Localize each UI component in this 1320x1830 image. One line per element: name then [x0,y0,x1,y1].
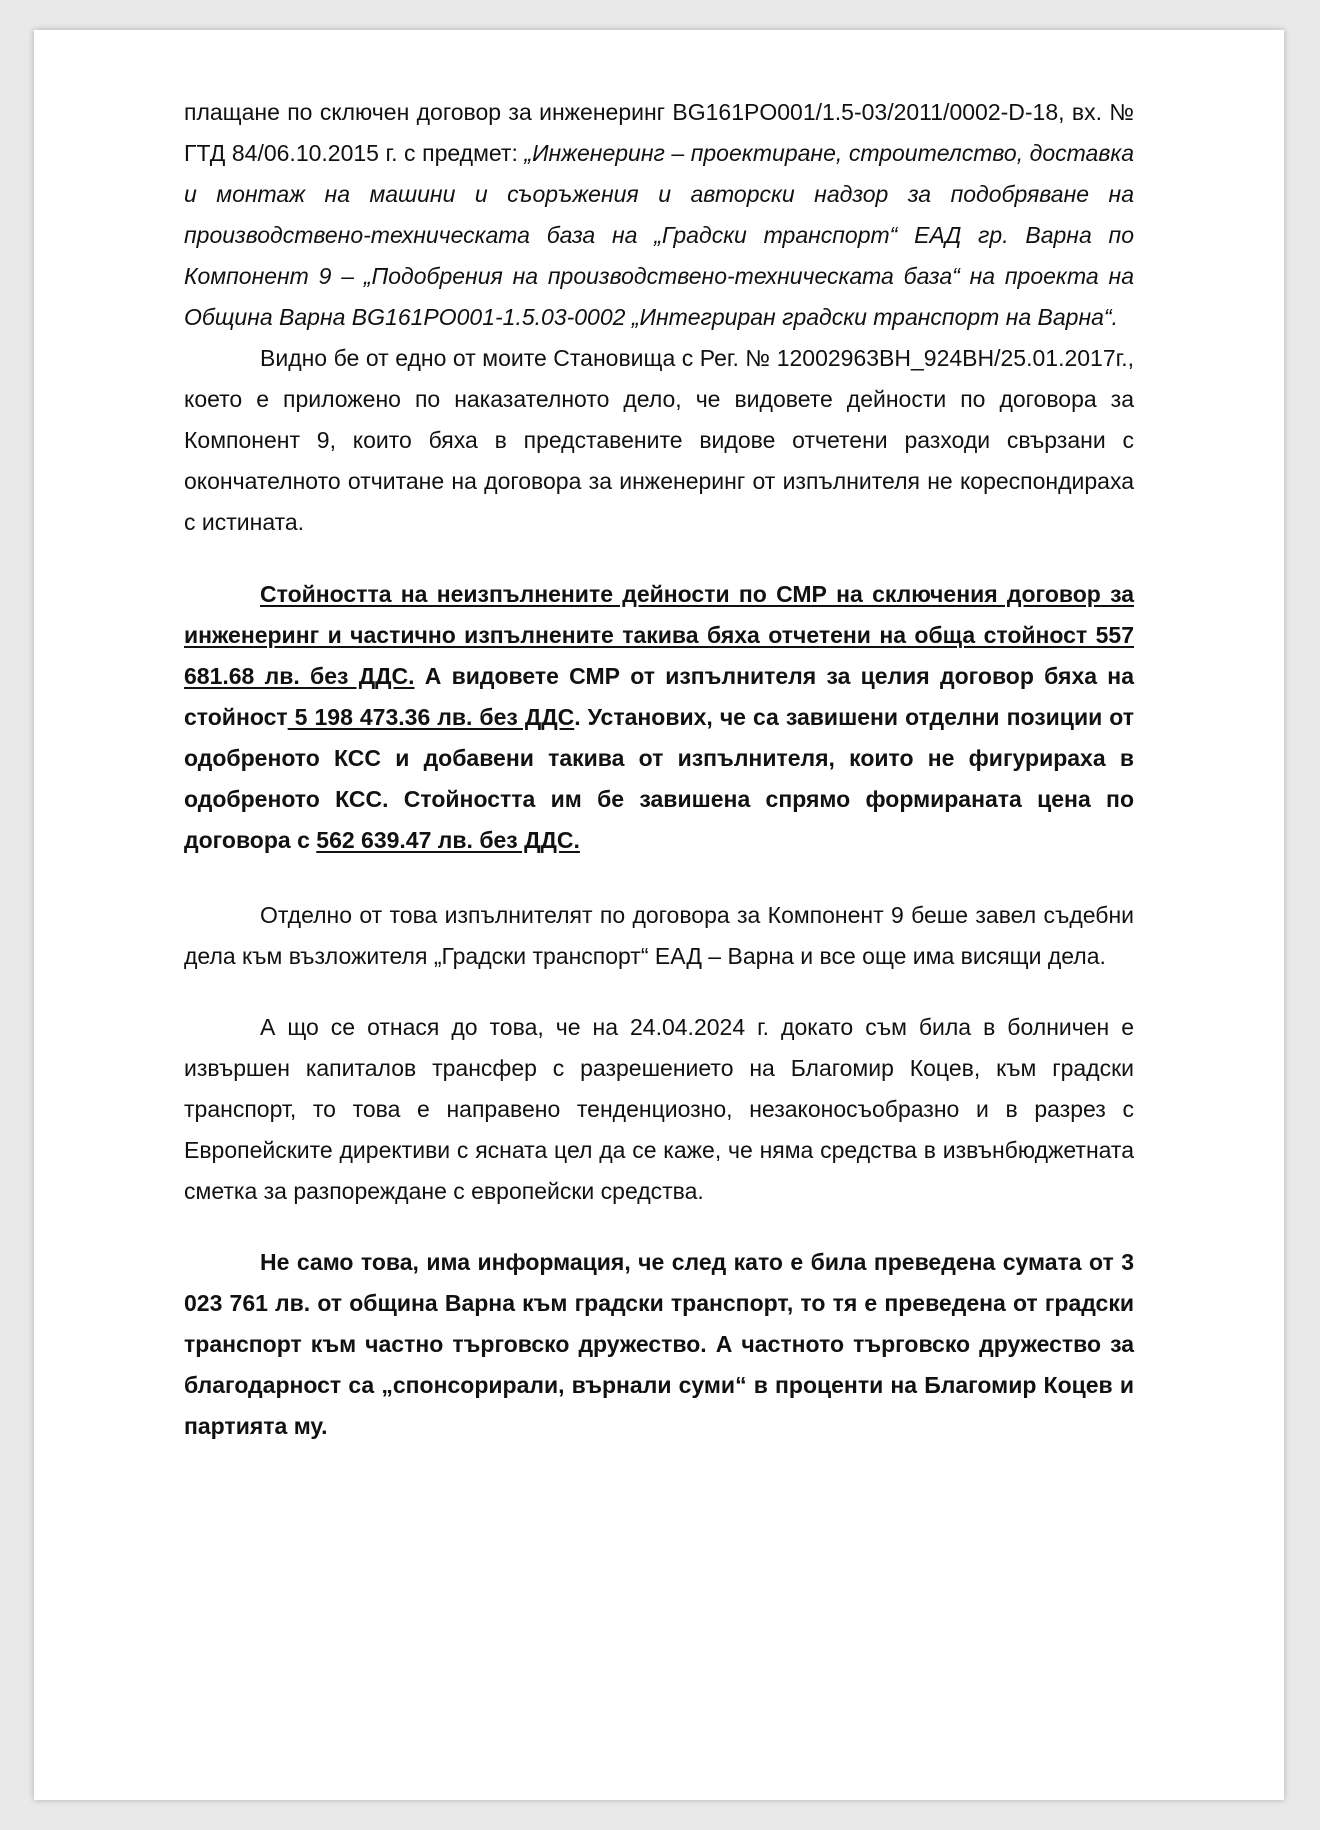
document-page [34,30,1284,1800]
paragraph-court-cases: Отделно от това изпълнителят по договора за Компонент 9 беше завел съдебни дела към възложителя „Градски транспорт“ ЕАД – Варна и все още има висящи дела. [184,902,1134,969]
inflated-value-underlined: 562 639.47 лв. без ДДС. [316,827,580,853]
paragraph-statement-reference: Видно бе от едно от моите Становища с Рег. № 12002963ВН_924ВН/25.01.2017г., което е приложено по наказателното дело, че видовете дейности по договора за Компонент 9, които бяха в представените видове отчетени разходи свързани с окончателното отчитане на договора за инженеринг от изпълнителя не кореспондираха с истината. [184,345,1134,535]
document-body [184,92,1134,1447]
cost-text-2: . Установих, че са завишени отделни позиции от одобреното КСС и добавени такива от изпълнителя, които не фигурираха в одобреното КСС. Стойността им бе завишена спрямо формираната цена по договора с [184,704,1134,853]
paragraph-capital-transfer: А що се отнася до това, че на 24.04.2024 г. докато съм била в болничен е извършен капиталов трансфер с разрешението на Благомир Коцев, към градски транспорт, то това е направено тенденциозно, незаконосъобразно и в разрез с Европейските директиви с ясната цел да се каже, че няма средства в извънбюджетната сметка за разпореждане с европейски средства. [184,1014,1134,1204]
paragraph-cost-findings [184,574,1134,861]
unfulfilled-value-underlined: Стойността на неизпълнените дейности по СМР на сключения договор за инженеринг и частично изпълнените такива бяха отчетени на обща стойност 557 681.68 лв. без ДДС. [184,581,1134,689]
contract-reference-text: плащане по сключен договор за инженеринг BG161PO001/1.5-03/2011/0002-D-18, вх. № ГТД 84/06.10.2015 г. с предмет: [184,99,1134,166]
paragraph-transfer-information: Не само това, има информация, че след като е била преведена сумата от 3 023 761 лв. от община Варна към градски транспорт, то тя е преведена от градски транспорт към частно търговско дружество. А частното търговско дружество за благодарност са „спонсорирали, върнали суми“ в проценти на Благомир Коцев и партията му. [184,1249,1134,1439]
contract-subject-italic: „Инженеринг – проектиране, строителство, доставка и монтаж на машини и съоръжения и авторски надзор за подобряване на производствено-техническата база на „Градски транспорт“ ЕАД гр. Варна по Компонент 9 – „Подобрения на производствено-техническата база“ на проекта на Община Варна BG161PO001-1.5.03-0002 „Интегриран градски транспорт на Варна“. [184,140,1135,330]
cost-text-1: А видовете СМР от изпълнителя за целия договор бяха на стойност [184,663,1134,730]
paragraph-contract-subject [184,92,1134,338]
total-value-underlined: 5 198 473.36 лв. без ДДС [287,704,575,730]
